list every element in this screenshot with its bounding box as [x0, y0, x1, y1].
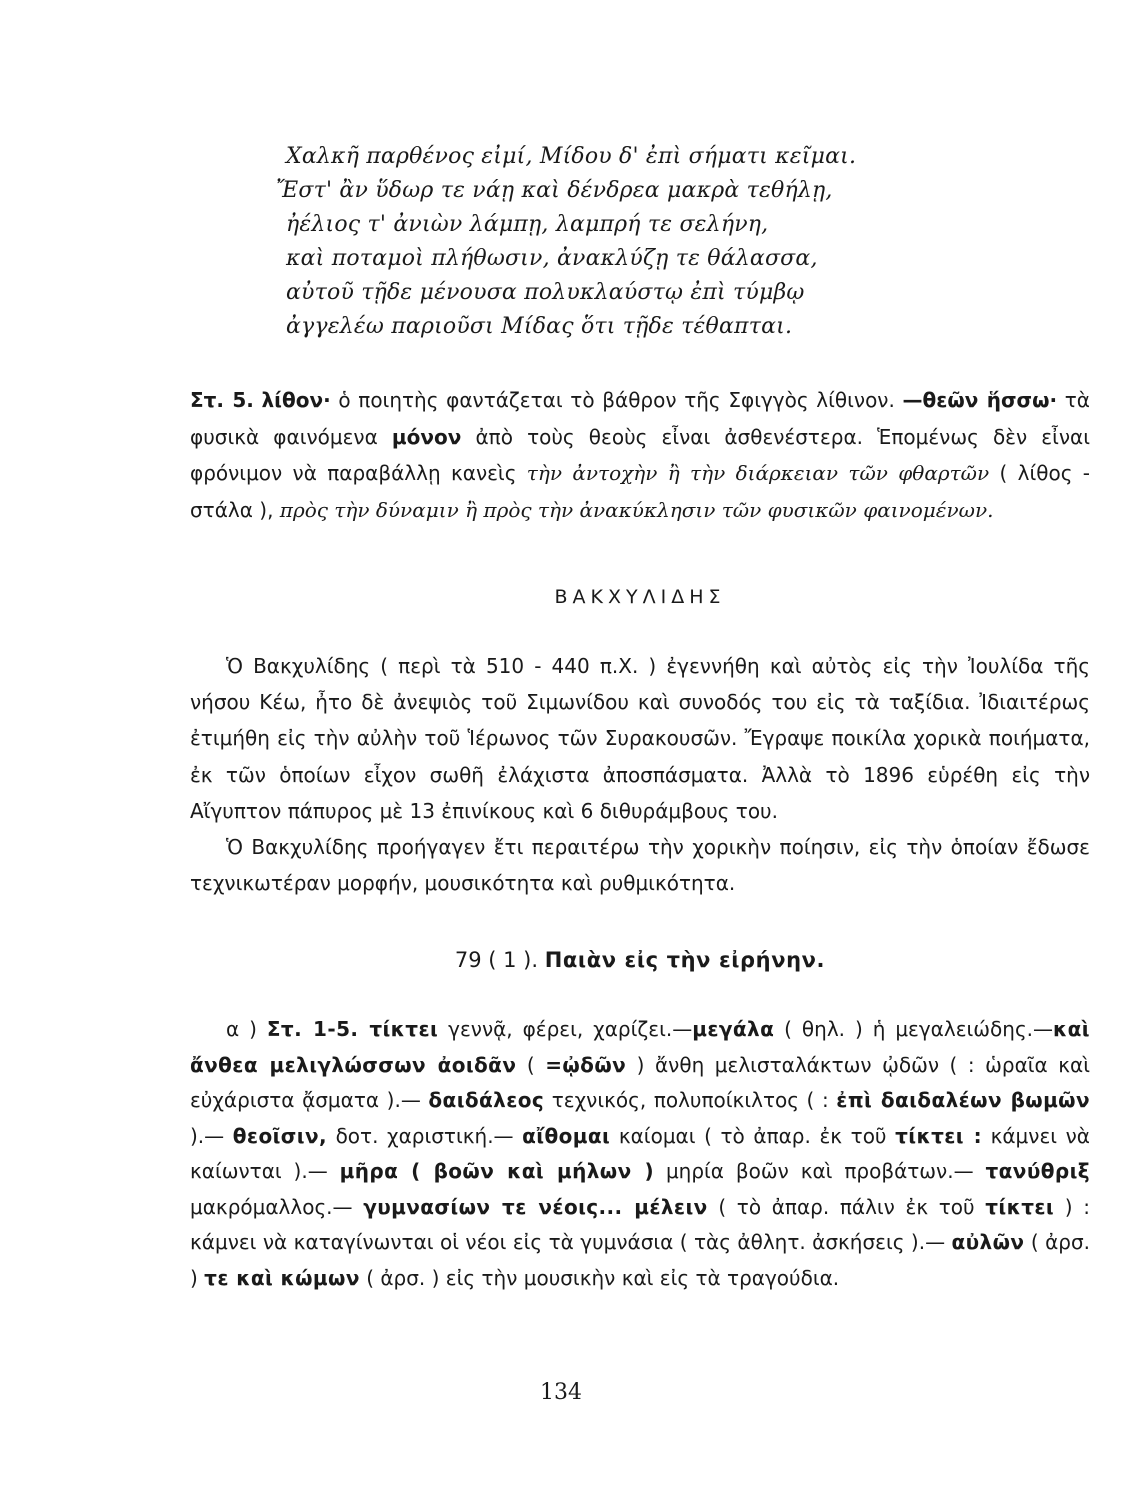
gloss-text: ὁ ποιητὴς φαντάζεται τὸ βάθρον τῆς Σφιγγὸς λίθινον. [330, 388, 903, 412]
note-text: ( θηλ. ) ἡ μεγαλειώδης.— [774, 1017, 1054, 1041]
author-biography [190, 648, 1090, 901]
note-term: μεγάλα [692, 1017, 775, 1041]
note-text: ( ἀρσ. ) [190, 1230, 1090, 1290]
note-term: τίκτει : [895, 1123, 982, 1148]
gloss-text: ( λίθος - στάλα ), [190, 461, 1091, 522]
note-term: Στ. 1-5. τίκτει [266, 1017, 439, 1041]
glossed-term: λίθον· [261, 388, 331, 412]
page-number: 134 [540, 1380, 582, 1405]
note-text: καίομαι ( τὸ ἀπαρ. ἐκ τοῦ [610, 1123, 896, 1148]
verse-notes [190, 1012, 1090, 1296]
note-term: δαιδάλεος [428, 1088, 545, 1112]
note-text: ) : κάμνει νὰ καταγίνωνται οἱ νέοι εἰς τὰ γυμνάσια ( τὰς ἀθλητ. ἀσκήσεις ).— [190, 1194, 1090, 1254]
section-number: 79 ( 1 ). [454, 948, 539, 972]
note-term: καὶ ἄνθεα μελιγλώσσων ἀοιδᾶν [190, 1017, 1090, 1077]
italic-phrase: τὴν ἀντοχὴν ἢ τὴν διάρκειαν τῶν φθαρτῶν [526, 461, 990, 485]
poem-line: Ἔστ' ἂν ὕδωρ τε νάῃ καὶ δένδρεα μακρὰ τεθήλῃ, [276, 178, 833, 203]
note-text: ( ἀρσ. ) εἰς τὴν μουσικὴν καὶ εἰς τὰ τραγούδια. [359, 1265, 840, 1290]
bio-paragraph: Ὁ Βακχυλίδης ( περὶ τὰ 510 - 440 π.Χ. ) ἐγεννήθη καὶ αὐτὸς εἰς τὴν Ἰουλίδα τῆς νήσου Κέω, ἦτο δὲ ἀνεψιὸς τοῦ Σιμωνίδου καὶ συνοδός του εἰς τὰ ταξίδια. Ἰδιαιτέρως ἐτιμήθη εἰς τὴν αὐλὴν τοῦ Ἱέρωνος τῶν Συρακουσῶν. Ἔγραψε ποικίλα χορικὰ ποιήματα, ἐκ τῶν ὁποίων εἶχον σωθῆ ἐλάχιστα ἀποσπάσματα. Ἀλλὰ τὸ 1896 εὑρέθη εἰς τὴν Αἴγυπτον πάπυρος μὲ 13 ἐπινίκους καὶ 6 διθυράμβους του. [190, 654, 1090, 823]
note-text: α ) [226, 1017, 267, 1041]
glossed-term: —θεῶν ἥσσω· [902, 388, 1058, 412]
emphasis: μόνον [391, 424, 462, 449]
italic-phrase: πρὸς τὴν δύναμιν ἢ πρὸς τὴν ἀνακύκλησιν τῶν φυσικῶν φαινομένων. [279, 497, 994, 522]
note-text: γεννᾷ, φέρει, χαρίζει.— [438, 1017, 693, 1041]
verse-reference: Στ. 5. [190, 388, 254, 412]
gloss-text: τὰ φυσικὰ φαινόμενα [190, 388, 1090, 449]
bio-paragraph: Ὁ Βακχυλίδης προήγαγεν ἔτι περαιτέρω τὴν χορικὴν ποίησιν, εἰς τὴν ὁποίαν ἔδωσε τεχνικωτέραν μορφήν, μουσικότητα καὶ ρυθμικότητα. [190, 835, 1090, 896]
poem-line: Χαλκῆ παρθένος εἰμί, Μίδου δ' ἐπὶ σήματι κεῖμαι. [286, 144, 857, 169]
note-term: θεοῖσιν, [232, 1123, 327, 1148]
note-text: μακρόμαλλος.— [190, 1194, 364, 1219]
note-text: κάμνει νὰ καίωνται ).— [190, 1123, 1090, 1183]
note-term: αὐλῶν [951, 1230, 1025, 1254]
poem-line: ἀγγελέω παριοῦσι Μίδας ὅτι τῇδε τέθαπται. [286, 314, 793, 339]
poem-section-title [190, 948, 1090, 972]
note-term: τανύθριξ [985, 1159, 1090, 1183]
note-text: δοτ. χαριστική.— [326, 1123, 523, 1148]
note-term: ἐπὶ δαιδαλέων βωμῶν [836, 1088, 1090, 1112]
note-text: τεχνικός, πολυποίκιλτος ( : [544, 1088, 837, 1112]
gloss-text: ἀπὸ τοὺς θεοὺς εἶναι ἀσθενέστερα. Ἑπομένως δὲν εἶναι φρόνιμον νὰ παραβάλλῃ κανεὶς [190, 424, 1090, 485]
author-heading: ΒΑΚΧΥΛΙΔΗΣ [554, 586, 726, 608]
note-text: ).— [190, 1123, 233, 1148]
section-title-text: Παιὰν εἰς τὴν εἰρήνην. [544, 948, 826, 972]
note-term: μῆρα ( βοῶν καὶ μήλων ) [339, 1159, 655, 1183]
poem-line: αὐτοῦ τῇδε μένουσα πολυκλαύστῳ ἐπὶ τύμβῳ [286, 280, 805, 305]
note-text: ( [516, 1052, 546, 1077]
note-term: γυμνασίων τε νέοις... μέλειν [363, 1194, 708, 1219]
note-term: αἴθομαι [522, 1123, 611, 1148]
epigram-poem [276, 140, 926, 344]
poem-line: καὶ ποταμοὶ πλήθωσιν, ἀνακλύζῃ τε θάλασσα, [286, 246, 818, 271]
notes-paragraph [190, 1012, 1090, 1296]
note-text: μηρία βοῶν καὶ προβάτων.— [654, 1159, 986, 1183]
note-term: τίκτει [985, 1194, 1055, 1219]
poem-line: ἠέλιος τ' ἀνιὼν λάμπῃ, λαμπρή τε σελήνη, [286, 212, 769, 237]
note-text: ) ἄνθη μελισταλάκτων ᾠδῶν ( : ὡραῖα καὶ εὐχάριστα ᾄσματα ).— [190, 1052, 1091, 1112]
note-term: τε καὶ κώμων [204, 1265, 360, 1290]
poem-commentary [190, 382, 1090, 528]
note-term: =ᾠδῶν [545, 1052, 627, 1077]
note-text: ( τὸ ἀπαρ. πάλιν ἐκ τοῦ [707, 1194, 986, 1219]
